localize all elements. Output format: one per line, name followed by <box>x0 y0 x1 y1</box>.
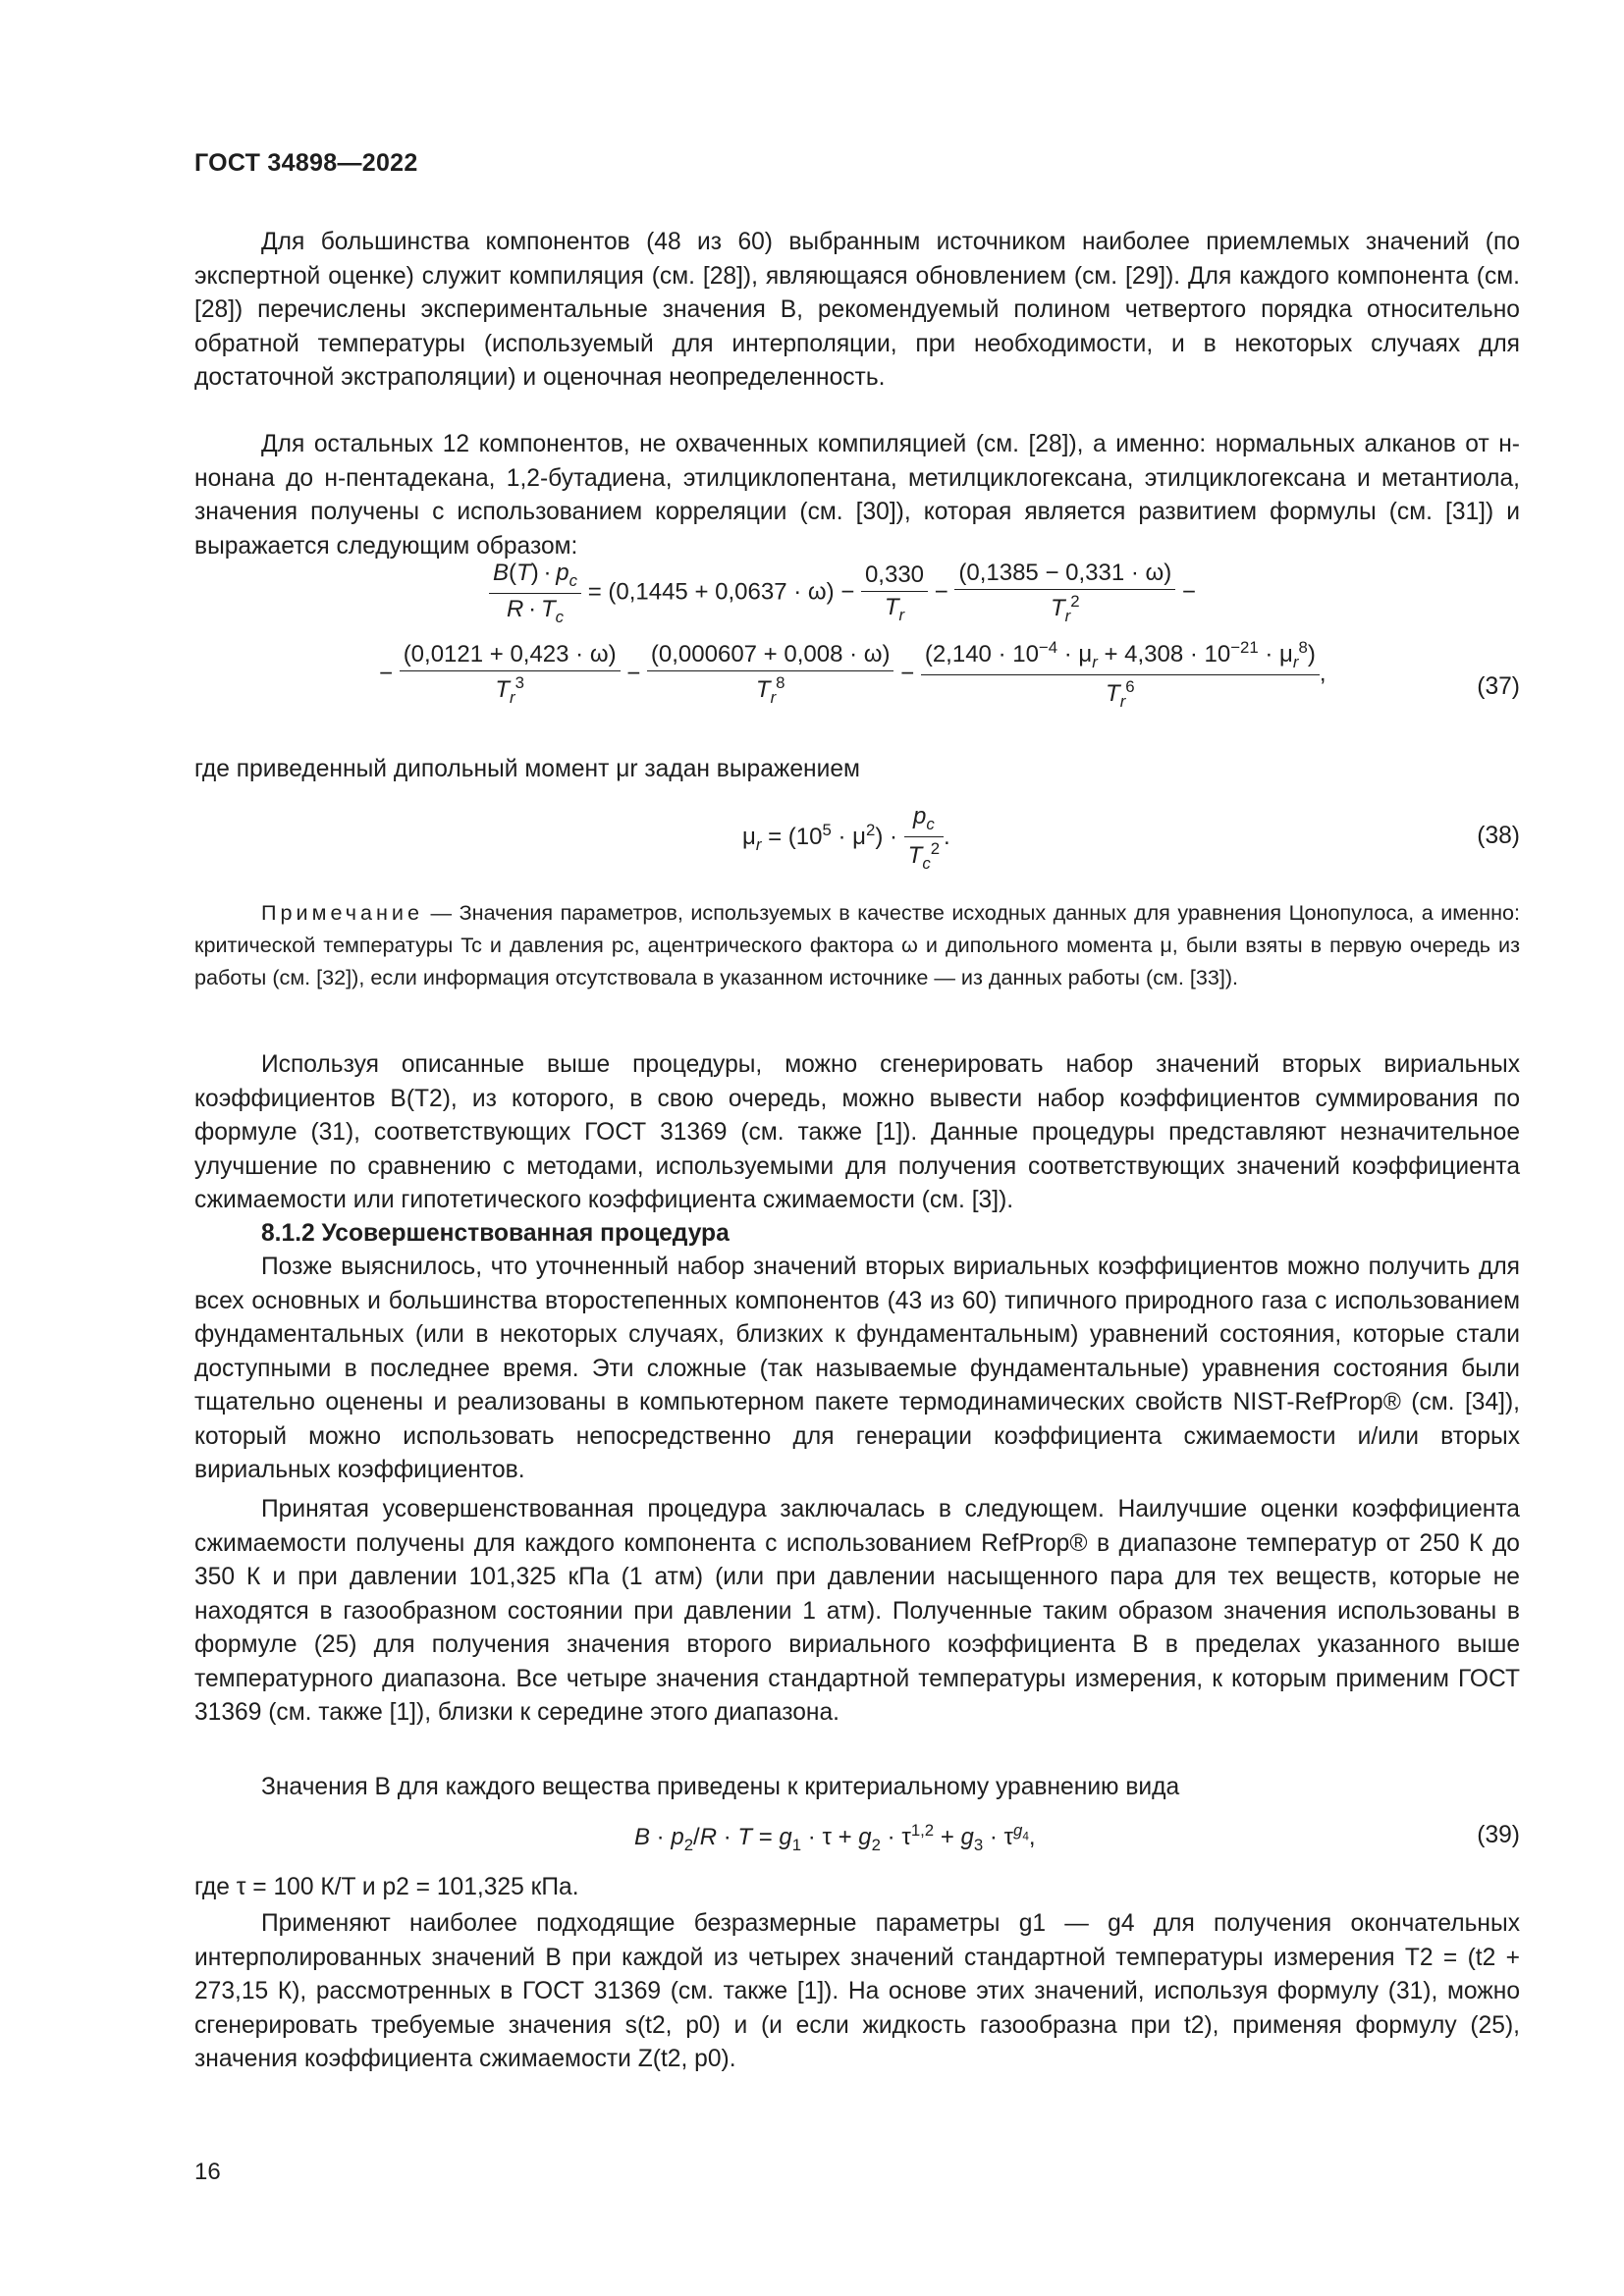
paragraph-9: Применяют наиболее подходящие безразмерные параметры g1 — g4 для получения окончательных интерполированных значений B при каждой из четырех значений стандартной температуры измерения T2 = (t2 + 273,15 К), рассмотренных в ГОСТ 31369 (см. также [1]). На основе этих значений, используя формулу (31), можно сгенерировать требуемые значения s(t2, p0) и (и если жидкость газообразна при t2), применяя формулу (25), значения коэффициента сжимаемости Z(t2, p0). <box>194 1910 1520 2072</box>
equation-38-number: (38) <box>1477 823 1520 849</box>
equation-38: $\mu_r = (10^5 \cdot \mu^2)$ · $\frac{p_c}{T_c^2}$ . <box>742 803 950 873</box>
equation-37-line2: − $\frac{(0,0121 + 0,423 \cdot \omega)}{T_r^3}$ − $\frac{(0,000607 + 0,008 \cdot \omega)}{T_r^8}$ − $\frac{(2,140 \cdot 10^{-4} \cdot \mu_r + 4,308 \cdot 10^{-21} \cdot \mu_r^8)}{T_r^6}$ , <box>379 638 1326 711</box>
section-title: 8.1.2 Усовершенствованная процедура <box>261 1220 730 1247</box>
note-text: — Значения параметров, используемых в качестве исходных данных для уравнения Цонопулоса, а именно: критической температуры Tc и давления pc, ацентрического фактора ω и дипольного момента μ, были взяты в первую очередь из работы (см. [32]), если информация отсутствовала в указанном источнике — из данных работы (см. [33]). <box>194 900 1520 989</box>
document-header: ГОСТ 34898—2022 <box>194 149 418 177</box>
paragraph-1: Для большинства компонентов (48 из 60) выбранным источником наиболее приемлемых значений (по экспертной оценке) служит компиляция (см. [28]), являющаяся обновлением (см. [29]). Для каждого компонента (см. [28]) перечислены экспериментальные значения B, рекомендуемый полином четвертого порядка относительно обратной температуры (используемый для интерполяции, при необходимости, и в некоторых случаях для достаточной экстраполяции) и оценочная неопределенность. <box>194 229 1520 391</box>
paragraph-7: Значения B для каждого вещества приведены к критериальному уравнению вида <box>261 1774 1180 1800</box>
paragraph-3: где приведенный дипольный момент μr задан выражением <box>194 756 860 782</box>
paragraph-2: Для остальных 12 компонентов, не охваченных компиляцией (см. [28]), а именно: нормальных алканов от н-нонана до н-пентадекана, 1,2-бутадиена, этилциклопентана, метилциклогексана, этилциклогексана и метантиола, значения получены с использованием корреляции (см. [30]), которая является развитием формулы (см. [31]) и выражается следующим образом: <box>194 431 1520 560</box>
equation-37-number: (37) <box>1477 673 1520 700</box>
note-label: Примечание <box>261 900 423 925</box>
equation-39-number: (39) <box>1477 1822 1520 1848</box>
paragraph-6: Принятая усовершенствованная процедура заключалась в следующем. Наилучшие оценки коэффициента сжимаемости получены для каждого компонента с использованием RefProp® в диапазоне температур от 250 К до 350 К и при давлении 101,325 кПа (1 атм) (или при давлении насыщенного пара для тех веществ, которые не находятся в газообразном состоянии при давлении 1 атм). Полученные таким образом значения использованы в формуле (25) для получения значения второго вириального коэффициента B в пределах указанного выше температурного диапазона. Все четыре значения стандартной температуры измерения, к которым применим ГОСТ 31369 (см. также [1]), близки к середине этого диапазона. <box>194 1496 1520 1726</box>
page-number: 16 <box>194 2159 221 2185</box>
note-block <box>194 896 1520 993</box>
equation-39: $B \cdot p_2/R \cdot T = g_1 \cdot \tau + g_2 \cdot \tau^{1,2} + g_3 \cdot \tau^{g_4}$, <box>634 1821 1036 1854</box>
equation-37-line1: $\frac{B(T) \cdot p_c}{R \cdot T_c}$ = (0,1445 + 0,0637 · ω) − $\frac{0,330}{T_r}$ − $\frac{(0,1385 - 0,331 \cdot \omega)}{T_r^2}$ − <box>489 560 1196 627</box>
paragraph-4: Используя описанные выше процедуры, можно сгенерировать набор значений вторых вириальных коэффициентов B(T2), из которого, в свою очередь, можно вывести набор коэффициентов суммирования по формуле (31), соответствующих ГОСТ 31369 (см. также [1]). Данные процедуры представляют незначительное улучшение по сравнению с методами, используемыми для получения соответствующих значений коэффициента сжимаемости или гипотетического коэффициента сжимаемости (см. [3]). <box>194 1051 1520 1213</box>
paragraph-5: Позже выяснилось, что уточненный набор значений вторых вириальных коэффициентов можно получить для всех основных и большинства второстепенных компонентов (43 из 60) типичного природного газа с использованием фундаментальных (или в некоторых случаях, близких к фундаментальным) уравнений состояния, которые стали доступными в последнее время. Эти сложные (так называемые фундаментальные) уравнения состояния были тщательно оценены и реализованы в компьютерном пакете термодинамических свойств NIST-RefProp® (см. [34]), который можно использовать непосредственно для генерации коэффициента сжимаемости и/или вторых вириальных коэффициентов. <box>194 1254 1520 1483</box>
paragraph-8: где τ = 100 К/T и p2 = 101,325 кПа. <box>194 1874 579 1900</box>
